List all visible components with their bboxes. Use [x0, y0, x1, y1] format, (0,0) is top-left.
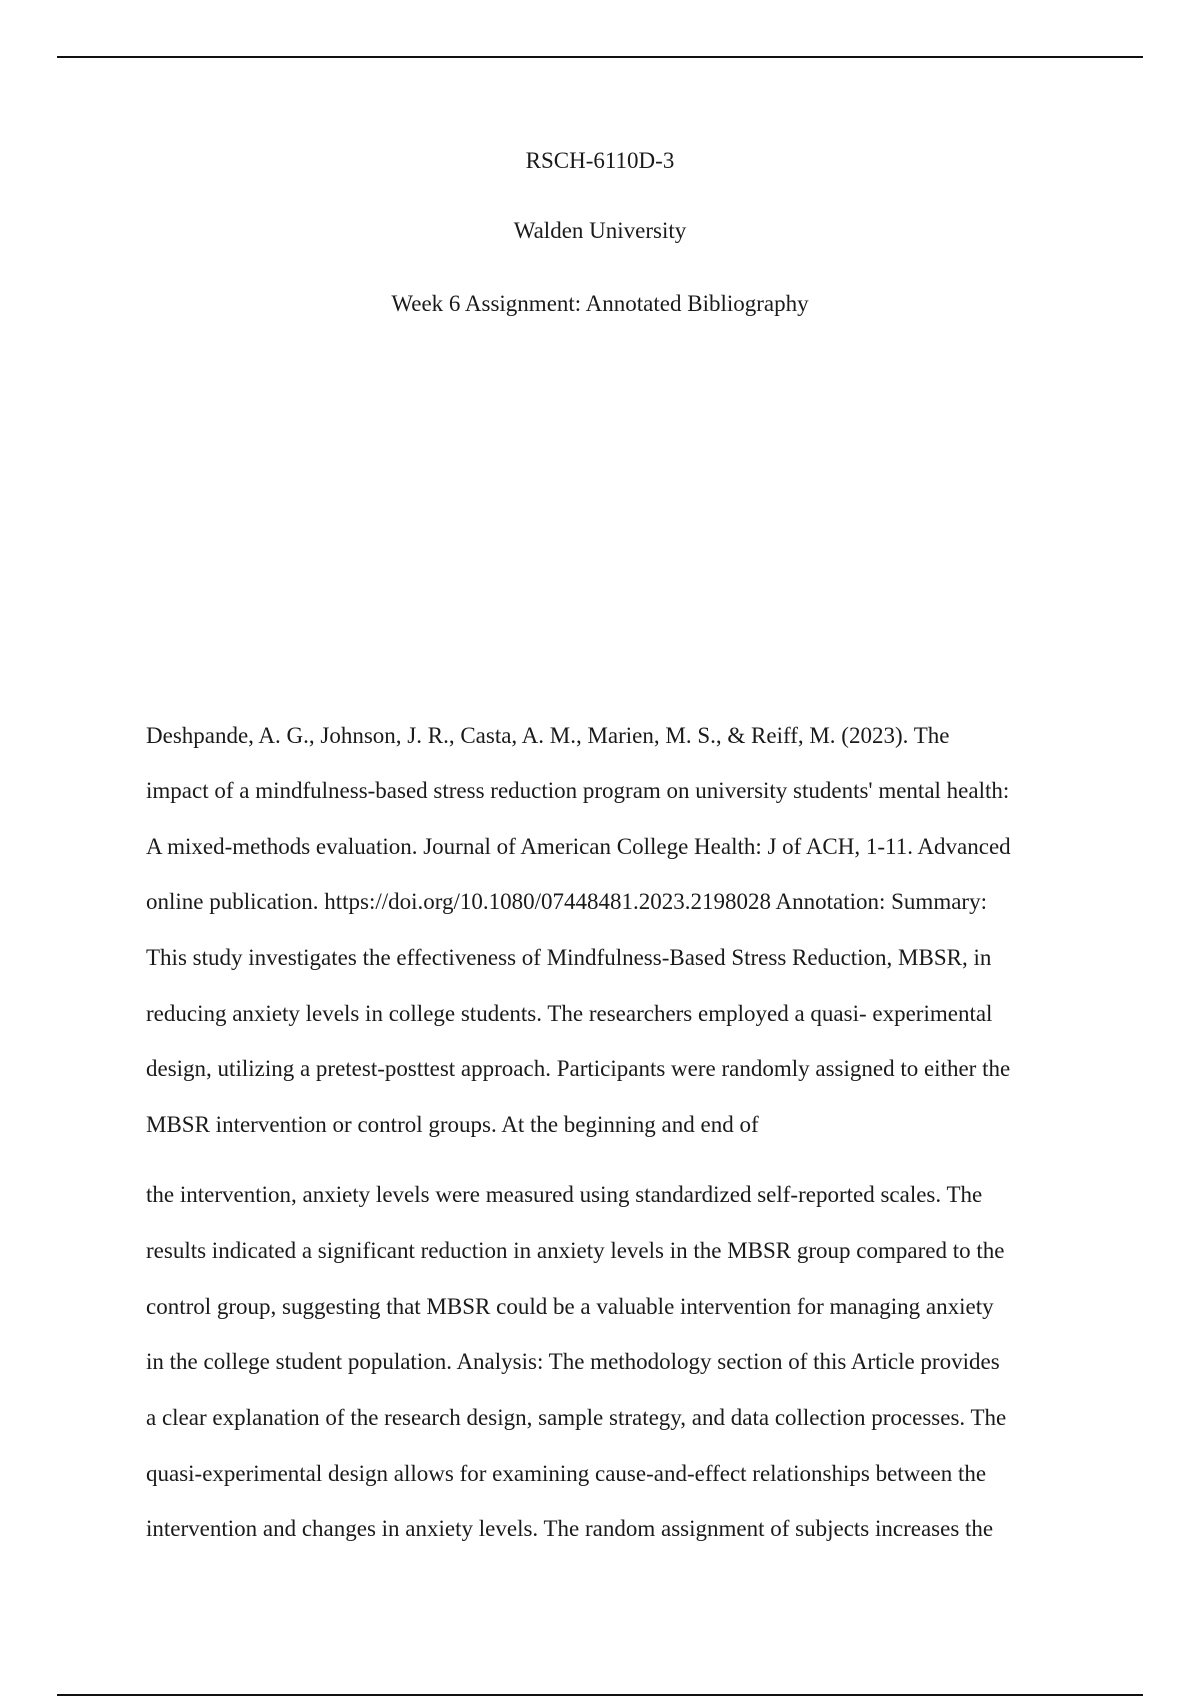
body-line: Deshpande, A. G., Johnson, J. R., Casta, A. M., Marien, M. S., & Reiff, M. (2023). The — [146, 723, 950, 748]
course-code: RSCH-6110D-3 — [525, 148, 675, 173]
body-line: reducing anxiety levels in college students. The researchers employed a quasi- experimental — [146, 1001, 993, 1026]
body-line: the intervention, anxiety levels were measured using standardized self-reported scales. The — [146, 1182, 983, 1207]
university-name: Walden University — [513, 218, 687, 243]
body-line: A mixed-methods evaluation. Journal of American College Health: J of ACH, 1-11. Advanced — [146, 834, 1011, 859]
assignment-title: Week 6 Assignment: Annotated Bibliography — [391, 291, 809, 316]
body-line: design, utilizing a pretest-posttest approach. Participants were randomly assigned to either the — [146, 1056, 1011, 1081]
body-line: a clear explanation of the research design, sample strategy, and data collection processes. The — [146, 1405, 1007, 1430]
body-line: results indicated a significant reduction in anxiety levels in the MBSR group compared to the — [146, 1238, 1005, 1263]
body-line: This study investigates the effectiveness of Mindfulness-Based Stress Reduction, MBSR, in — [146, 945, 992, 970]
body-line: in the college student population. Analysis: The methodology section of this Article provides — [146, 1349, 1000, 1374]
top-divider — [57, 56, 1143, 58]
body-line: intervention and changes in anxiety levels. The random assignment of subjects increases the — [146, 1516, 994, 1541]
bottom-divider — [57, 1694, 1143, 1696]
body-line: online publication. https://doi.org/10.1080/07448481.2023.2198028 Annotation: Summary: — [146, 889, 987, 914]
body-line: control group, suggesting that MBSR could be a valuable intervention for managing anxiety — [146, 1294, 994, 1319]
body-line: quasi-experimental design allows for examining cause-and-effect relationships between the — [146, 1461, 987, 1486]
body-line: impact of a mindfulness-based stress reduction program on university students' mental health: — [146, 778, 1010, 803]
body-line: MBSR intervention or control groups. At the beginning and end of — [146, 1112, 759, 1137]
